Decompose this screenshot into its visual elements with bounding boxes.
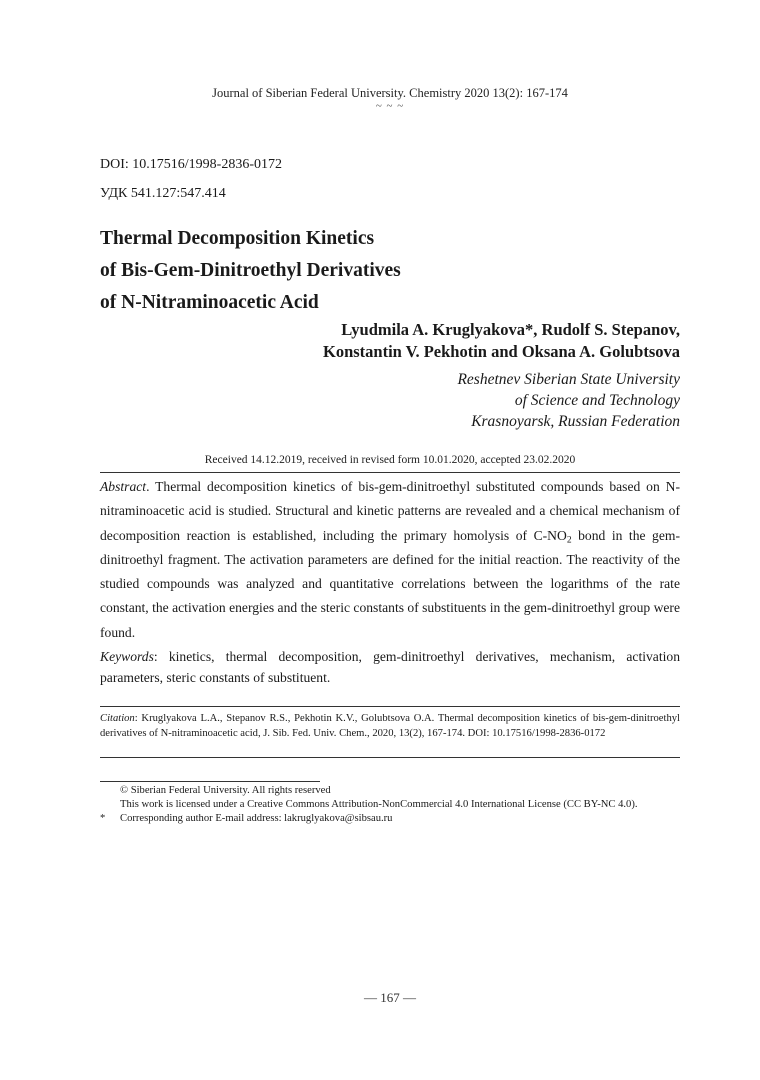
divider-top-citation (100, 706, 680, 707)
header-ornament: ~ ~ ~ (375, 100, 405, 112)
asterisk-mark: * (100, 813, 106, 824)
author-list (323, 319, 680, 363)
running-header-journal: Journal of Siberian Federal University. Chemistry 2020 13(2): 167-174 (212, 86, 568, 100)
keywords-text: : kinetics, thermal decomposition, gem-dinitroethyl derivatives, mechanism, activation parameters, steric constants of substituent. (100, 649, 680, 685)
udk-code: УДК 541.127:547.414 (100, 186, 226, 201)
title-line: Thermal Decomposition Kinetics (100, 228, 375, 249)
affiliation (457, 369, 680, 432)
received-dates: Received 14.12.2019, received in revised form 10.01.2020, accepted 23.02.2020 (204, 454, 576, 466)
license-note: This work is licensed under a Creative Commons Attribution-NonCommercial 4.0 International License (CC BY-NC 4.0). (120, 799, 638, 810)
subscript: 2 (566, 534, 572, 545)
copyright-note: © Siberian Federal University. All rights reserved (120, 785, 331, 796)
abstract-label: Abstract (100, 479, 147, 494)
footnote-divider (100, 781, 320, 782)
abstract-text: . Thermal decomposition kinetics of bis-gem-dinitroethyl substituted compounds based on N-nitraminoacetic acid is studied. Structural and kinetic patterns are revealed and a chemical mechanism of decomposition reaction is established, including the primary homolysis of C-NO (100, 479, 680, 543)
title-line: of N-Nitraminoacetic Acid (100, 292, 319, 313)
citation-label: Citation (100, 713, 135, 724)
abstract (100, 475, 680, 645)
divider-top-abstract (100, 472, 680, 473)
keywords (100, 646, 680, 688)
affiliation-line: of Science and Technology (514, 392, 680, 409)
page-number: — 167 — (364, 990, 416, 1005)
authors-line: Konstantin V. Pekhotin and Oksana A. Golubtsova (322, 342, 680, 361)
footnotes (100, 784, 700, 826)
citation (100, 711, 680, 741)
paper-title (100, 223, 600, 319)
corresponding-author-note: Corresponding author E-mail address: lakruglyakova@sibsau.ru (120, 813, 393, 824)
citation-text: : Kruglyakova L.A., Stepanov R.S., Pekhotin K.V., Golubtsova O.A. Thermal decomposition kinetics of bis-gem-dinitroethyl derivatives of N-nitraminoacetic acid, J. Sib. Fed. Univ. Chem., 2020, 13(2), 167-174. DOI: 10.17516/1998-2836-0172 (100, 713, 680, 739)
doi: DOI: 10.17516/1998-2836-0172 (100, 157, 282, 172)
divider-bottom-citation (100, 757, 680, 758)
abstract-text-cont: bond in the gem-dinitroethyl fragment. The activation parameters are defined for the initial reaction. The reactivity of the studied compounds was analyzed and quantitative correlations between the logarithms of the rate constant, the activation energies and the steric constants of substituents in the gem-dinitroethyl group were found. (100, 527, 680, 640)
title-line: of Bis-Gem-Dinitroethyl Derivatives (100, 260, 401, 281)
authors-line: Lyudmila A. Kruglyakova*, Rudolf S. Stepanov, (341, 320, 680, 339)
affiliation-line: Reshetnev Siberian State University (457, 371, 680, 388)
keywords-label: Keywords (100, 649, 154, 664)
affiliation-line: Krasnoyarsk, Russian Federation (471, 413, 680, 430)
